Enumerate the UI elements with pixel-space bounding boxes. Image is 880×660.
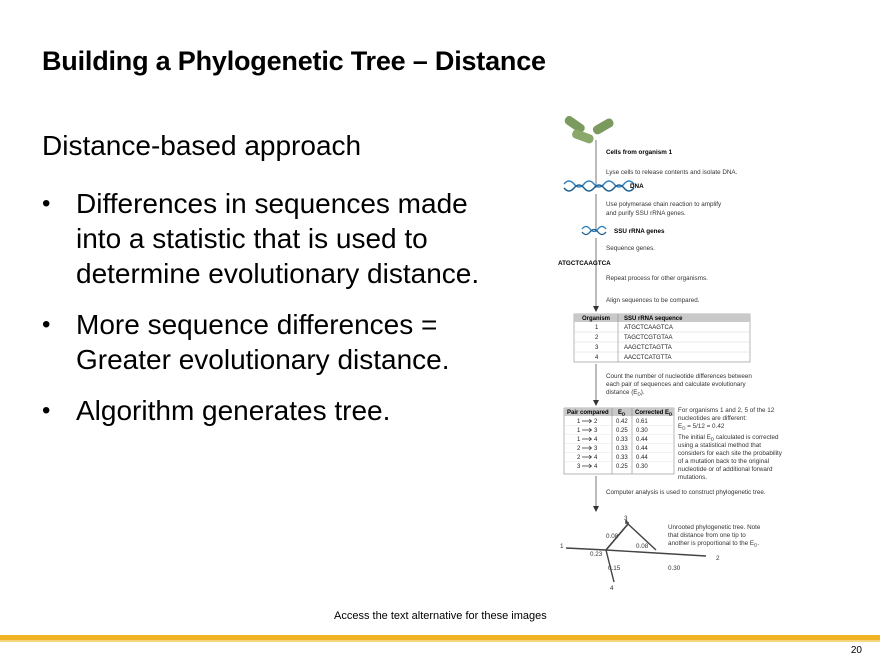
branch-label: 0.30 xyxy=(668,565,681,572)
branch-label: 0.08 xyxy=(606,533,619,540)
bullet-item xyxy=(42,307,512,377)
note-8: nucleotide or of additional forward xyxy=(678,466,773,473)
dist-pair-from: 1 xyxy=(577,428,581,434)
step-sequence: Sequence genes. xyxy=(606,245,656,252)
bullet-marker: • xyxy=(42,190,51,217)
text-alternative-link[interactable]: Access the text alternative for these images xyxy=(334,610,547,622)
bullet-text: Differences in sequences made into a statistic that is used to determine evolutionary distance. xyxy=(76,188,480,289)
bullet-item xyxy=(42,393,512,428)
page-number: 20 xyxy=(850,645,862,656)
step-count-2: each pair of sequences and calculate evolutionary xyxy=(606,381,746,388)
step-count-3: distance $(E_D)$. xyxy=(606,389,645,397)
dist-pair-from: 2 xyxy=(577,455,581,461)
dist-pair-from: 1 xyxy=(577,419,581,425)
ssu-gene-icon xyxy=(582,227,606,235)
branch-label: 0.23 xyxy=(590,551,603,558)
dist-ed-value: 0.33 xyxy=(616,446,628,452)
bullet-text: Algorithm generates tree. xyxy=(76,395,391,426)
sequence-example: ATGCTCAAGTCA xyxy=(558,260,611,267)
note-4: The initial $E_D$ calculated is corrected xyxy=(678,434,779,442)
seq-row-organism: 1 xyxy=(595,325,599,331)
step-count-1: Count the number of nucleotide differences between xyxy=(606,373,752,380)
phylogeny-workflow-figure xyxy=(556,110,880,600)
tree-tip-2: 2 xyxy=(716,555,720,562)
dna-helix-icon xyxy=(564,181,634,191)
tree-caption-1: Unrooted phylogenetic tree. Note xyxy=(668,524,761,531)
dist-corrected-value: 0.61 xyxy=(636,419,648,425)
dist-corrected-value: 0.44 xyxy=(636,446,648,452)
dist-pair-to: 4 xyxy=(594,464,598,470)
dist-corrected-value: 0.30 xyxy=(636,428,648,434)
tree-caption-3: another is proportional to the $E_D$. xyxy=(668,540,760,548)
dist-ed-value: 0.25 xyxy=(616,464,628,470)
dist-corrected-value: 0.44 xyxy=(636,455,648,461)
dist-pair-to: 4 xyxy=(594,455,598,461)
ssu-label: SSU rRNA genes xyxy=(614,228,665,235)
note-9: mutations. xyxy=(678,474,708,481)
dist-header-pair: Pair compared xyxy=(567,410,609,416)
branch-label: 0.08 xyxy=(636,543,649,550)
note-7: of a mutation back to the original xyxy=(678,458,770,465)
dist-pair-to: 3 xyxy=(594,446,598,452)
dist-header-ed: $E_D$ xyxy=(618,410,626,417)
dist-ed-value: 0.33 xyxy=(616,455,628,461)
slide-subtitle: Distance-based approach xyxy=(42,130,362,161)
step-pcr-1: Use polymerase chain reaction to amplify xyxy=(606,201,722,208)
step-compute: Computer analysis is used to construct phylogenetic tree. xyxy=(606,489,766,496)
note-1: For organisms 1 and 2, 5 of the 12 xyxy=(678,407,775,414)
distance-table xyxy=(564,408,674,474)
dist-header-corrected: Corrected $E_D$ xyxy=(635,410,673,417)
dist-pair-to: 4 xyxy=(594,437,598,443)
seq-row-sequence: AAGCTCTAGTTA xyxy=(624,345,672,351)
seq-row-organism: 2 xyxy=(595,335,599,341)
step-repeat: Repeat process for other organisms. xyxy=(606,275,708,282)
tree-tip-3: 3 xyxy=(624,515,628,522)
seq-row-sequence: AACCTCATGTTA xyxy=(624,355,672,361)
bullet-marker: • xyxy=(42,311,51,338)
seq-row-organism: 3 xyxy=(595,345,599,351)
step-align: Align sequences to be compared. xyxy=(606,297,700,304)
bullet-text: More sequence differences = Greater evolutionary distance. xyxy=(76,309,450,375)
bullet-marker: • xyxy=(42,397,51,424)
branch-label: 0.15 xyxy=(608,565,621,572)
cells-label: Cells from organism 1 xyxy=(606,149,673,156)
dist-ed-value: 0.33 xyxy=(616,437,628,443)
note-2: nucleotides are different: xyxy=(678,415,747,422)
seq-row-organism: 4 xyxy=(595,355,599,361)
sequence-table xyxy=(574,314,750,362)
dna-label: DNA xyxy=(630,183,644,190)
footer-accent-bar-light xyxy=(0,640,880,642)
slide-title: Building a Phylogenetic Tree – Distance xyxy=(42,46,546,76)
seq-row-sequence: ATGCTCAAGTCA xyxy=(624,325,673,331)
dist-pair-from: 2 xyxy=(577,446,581,452)
seq-row-sequence: TAGCTCGTGTAA xyxy=(624,335,673,341)
dist-pair-from: 1 xyxy=(577,437,581,443)
dist-ed-value: 0.25 xyxy=(616,428,628,434)
dist-pair-to: 3 xyxy=(594,428,598,434)
arrow-down-icon xyxy=(593,400,599,406)
tree-tip-1: 1 xyxy=(560,543,564,550)
dist-pair-to: 2 xyxy=(594,419,598,425)
dist-corrected-value: 0.44 xyxy=(636,437,648,443)
bacterial-cells-icon xyxy=(563,114,615,144)
note-6: considers for each site the probability xyxy=(678,450,782,457)
bullet-list xyxy=(42,186,512,444)
bullet-item xyxy=(42,186,512,291)
seq-header-organism: Organism xyxy=(582,316,611,322)
note-3: $E_D = 5/12 = 0.42$ xyxy=(678,423,725,431)
arrow-down-icon xyxy=(593,506,599,512)
arrow-down-icon xyxy=(593,306,599,312)
dist-ed-value: 0.42 xyxy=(616,419,628,425)
seq-header-sequence: SSU rRNA sequence xyxy=(624,316,683,322)
dist-corrected-value: 0.30 xyxy=(636,464,648,470)
tree-tip-4: 4 xyxy=(610,585,614,592)
step-pcr-2: and purify SSU rRNA genes. xyxy=(606,210,686,217)
dist-pair-from: 3 xyxy=(577,464,581,470)
tree-caption-2: that distance from one tip to xyxy=(668,532,746,539)
step-lyse: Lyse cells to release contents and isolate DNA. xyxy=(606,169,738,176)
note-5: using a statistical method that xyxy=(678,442,761,449)
